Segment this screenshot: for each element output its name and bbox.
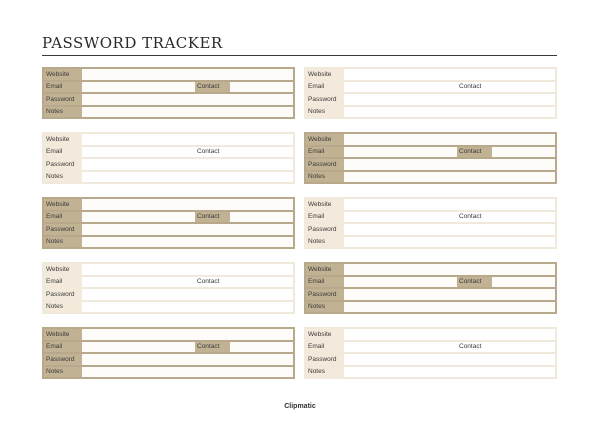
contact-field[interactable] [492,147,555,158]
website-label: Website [306,134,344,145]
contact-label: Contact [457,147,492,158]
password-field[interactable] [82,289,293,300]
contact-label: Contact [457,277,492,288]
website-label: Website [44,199,82,210]
website-row [44,264,293,275]
website-field[interactable] [344,264,555,275]
password-row [306,222,555,235]
email-label: Email [44,147,82,158]
notes-label: Notes [306,172,344,183]
password-label: Password [44,159,82,170]
email-row [306,80,555,93]
website-field[interactable] [82,134,293,145]
email-label: Email [44,212,82,223]
website-field[interactable] [82,199,293,210]
notes-label: Notes [44,237,82,248]
notes-row [306,300,555,313]
website-row [44,199,293,210]
email-row [44,145,293,158]
password-field[interactable] [82,224,293,235]
contact-label: Contact [195,212,230,223]
password-entry-card [42,327,295,379]
password-entry-card [42,197,295,249]
email-field[interactable] [82,82,195,93]
password-label: Password [306,159,344,170]
email-row [44,340,293,353]
contact-field[interactable] [230,277,293,288]
password-field[interactable] [82,354,293,365]
password-entry-card [304,327,557,379]
email-field[interactable] [82,147,195,158]
email-row [306,145,555,158]
notes-label: Notes [306,367,344,378]
password-row [44,157,293,170]
notes-label: Notes [306,107,344,118]
contact-field[interactable] [492,277,555,288]
contact-label: Contact [195,147,230,158]
email-field[interactable] [82,212,195,223]
email-row [306,210,555,223]
website-field[interactable] [344,199,555,210]
contact-field[interactable] [492,82,555,93]
password-field[interactable] [344,159,555,170]
website-label: Website [306,199,344,210]
contact-label: Contact [195,342,230,353]
notes-label: Notes [44,172,82,183]
contact-label: Contact [457,212,492,223]
email-row [306,275,555,288]
notes-field[interactable] [82,172,293,183]
contact-field[interactable] [492,342,555,353]
website-label: Website [44,134,82,145]
contact-field[interactable] [230,82,293,93]
notes-label: Notes [44,107,82,118]
password-row [44,222,293,235]
website-row [44,134,293,145]
website-label: Website [306,264,344,275]
password-field[interactable] [82,159,293,170]
website-row [306,329,555,340]
password-entry-card [42,67,295,119]
password-field[interactable] [344,94,555,105]
email-row [306,340,555,353]
email-label: Email [306,147,344,158]
brand-logo: Clipmatic [284,403,316,410]
email-field[interactable] [344,342,457,353]
contact-label: Contact [195,277,230,288]
password-entry-card [304,67,557,119]
contact-field[interactable] [492,212,555,223]
notes-row [306,365,555,378]
password-row [306,157,555,170]
notes-field[interactable] [82,367,293,378]
password-label: Password [44,94,82,105]
notes-row [44,365,293,378]
email-field[interactable] [344,212,457,223]
notes-field[interactable] [82,237,293,248]
password-label: Password [44,289,82,300]
notes-field[interactable] [344,302,555,313]
password-entry-card [304,262,557,314]
website-field[interactable] [82,69,293,80]
email-label: Email [306,342,344,353]
password-field[interactable] [344,354,555,365]
password-row [44,287,293,300]
website-field[interactable] [344,69,555,80]
notes-row [306,105,555,118]
website-row [306,264,555,275]
notes-row [44,300,293,313]
password-field[interactable] [82,94,293,105]
email-label: Email [44,277,82,288]
website-label: Website [44,69,82,80]
contact-label: Contact [457,342,492,353]
website-label: Website [44,329,82,340]
website-label: Website [44,264,82,275]
password-row [44,92,293,105]
notes-row [306,170,555,183]
notes-row [44,235,293,248]
website-row [306,199,555,210]
password-row [306,352,555,365]
website-field[interactable] [82,264,293,275]
notes-row [306,235,555,248]
website-field[interactable] [344,329,555,340]
title-divider [42,55,557,56]
email-label: Email [44,82,82,93]
page-title: PASSWORD TRACKER [42,34,223,52]
password-field[interactable] [344,224,555,235]
notes-label: Notes [306,302,344,313]
password-label: Password [306,224,344,235]
email-field[interactable] [344,277,457,288]
password-entry-card [42,132,295,184]
password-entry-card [304,132,557,184]
email-label: Email [306,82,344,93]
contact-label: Contact [457,82,492,93]
password-label: Password [306,289,344,300]
password-row [306,287,555,300]
password-card-grid [42,67,557,379]
contact-field[interactable] [230,342,293,353]
password-row [306,92,555,105]
password-label: Password [306,94,344,105]
email-label: Email [306,277,344,288]
notes-label: Notes [44,302,82,313]
website-label: Website [306,69,344,80]
email-field[interactable] [82,342,195,353]
notes-label: Notes [306,237,344,248]
contact-field[interactable] [230,147,293,158]
website-field[interactable] [82,329,293,340]
password-entry-card [42,262,295,314]
email-row [44,275,293,288]
notes-field[interactable] [344,237,555,248]
email-field[interactable] [82,277,195,288]
notes-field[interactable] [344,172,555,183]
website-field[interactable] [344,134,555,145]
website-row [306,69,555,80]
password-label: Password [306,354,344,365]
notes-label: Notes [44,367,82,378]
website-row [44,69,293,80]
notes-field[interactable] [82,302,293,313]
notes-field[interactable] [344,367,555,378]
password-label: Password [44,224,82,235]
email-label: Email [44,342,82,353]
email-field[interactable] [344,82,457,93]
website-row [44,329,293,340]
notes-row [44,170,293,183]
contact-field[interactable] [230,212,293,223]
email-label: Email [306,212,344,223]
website-label: Website [306,329,344,340]
password-label: Password [44,354,82,365]
email-row [44,80,293,93]
notes-row [44,105,293,118]
contact-label: Contact [195,82,230,93]
password-row [44,352,293,365]
email-row [44,210,293,223]
email-field[interactable] [344,147,457,158]
notes-field[interactable] [344,107,555,118]
notes-field[interactable] [82,107,293,118]
password-field[interactable] [344,289,555,300]
website-row [306,134,555,145]
password-entry-card [304,197,557,249]
